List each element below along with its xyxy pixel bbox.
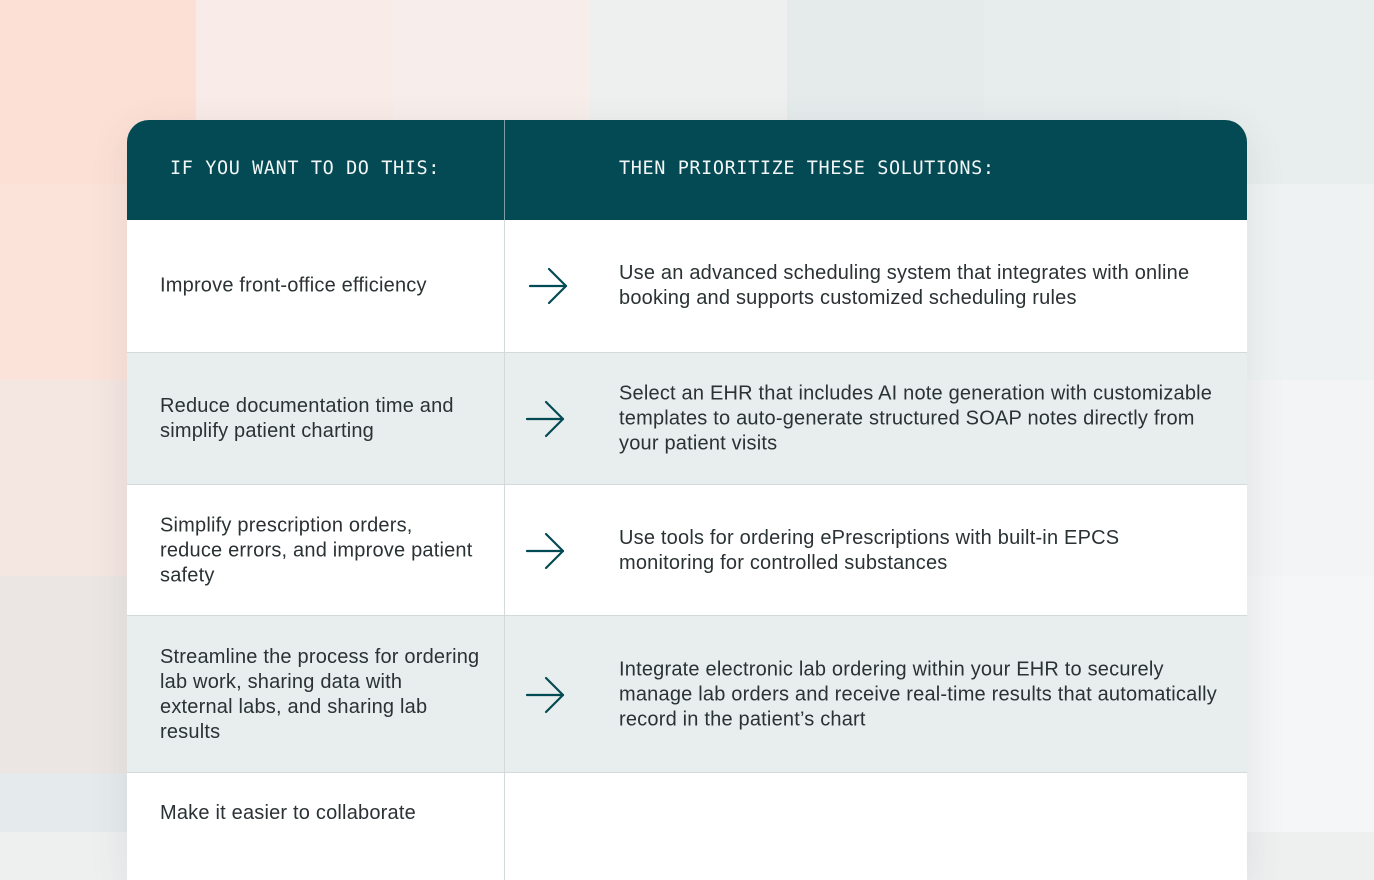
solution-text: Integrate electronic lab ordering within your EHR to securely manage lab orders and receive real-time results that automatically record in the patient’s chart: [619, 658, 1217, 730]
goal-text: Simplify prescription orders, reduce errors, and improve patient safety: [160, 514, 473, 586]
table-row: [127, 772, 1247, 880]
column-divider: [504, 220, 505, 352]
column-divider: [504, 353, 505, 485]
goal-text: Streamline the process for ordering lab work, sharing data with external labs, and sharing lab results: [160, 645, 480, 743]
header-right-label: THEN PRIORITIZE THESE SOLUTIONS:: [619, 158, 995, 179]
column-divider: [504, 616, 505, 773]
table-row: [127, 484, 1247, 616]
goal-text: Reduce documentation time and simplify patient charting: [160, 395, 454, 442]
arrow-right-icon: [528, 266, 570, 306]
table-row: [127, 615, 1247, 773]
table-row: [127, 220, 1247, 352]
header-left-label: IF YOU WANT TO DO THIS:: [170, 158, 440, 179]
goal-text: Make it easier to collaborate: [160, 802, 416, 824]
goal-text: Improve front-office efficiency: [160, 274, 427, 297]
column-divider: [504, 773, 505, 880]
arrow-right-icon: [525, 531, 567, 571]
table-row: [127, 352, 1247, 485]
solution-text: Use an advanced scheduling system that integrates with online booking and supports customized scheduling rules: [619, 262, 1190, 309]
solution-text: Use tools for ordering ePrescriptions with built-in EPCS monitoring for controlled substances: [619, 526, 1120, 574]
header-divider: [504, 120, 505, 220]
arrow-right-icon: [525, 399, 567, 439]
arrow-right-icon: [525, 675, 567, 715]
column-divider: [504, 485, 505, 616]
solution-text: Select an EHR that includes AI note generation with customizable templates to auto-generate structured SOAP notes directly from your patient visits: [619, 382, 1213, 455]
comparison-table: [127, 120, 1247, 880]
table-header: [127, 120, 1247, 220]
